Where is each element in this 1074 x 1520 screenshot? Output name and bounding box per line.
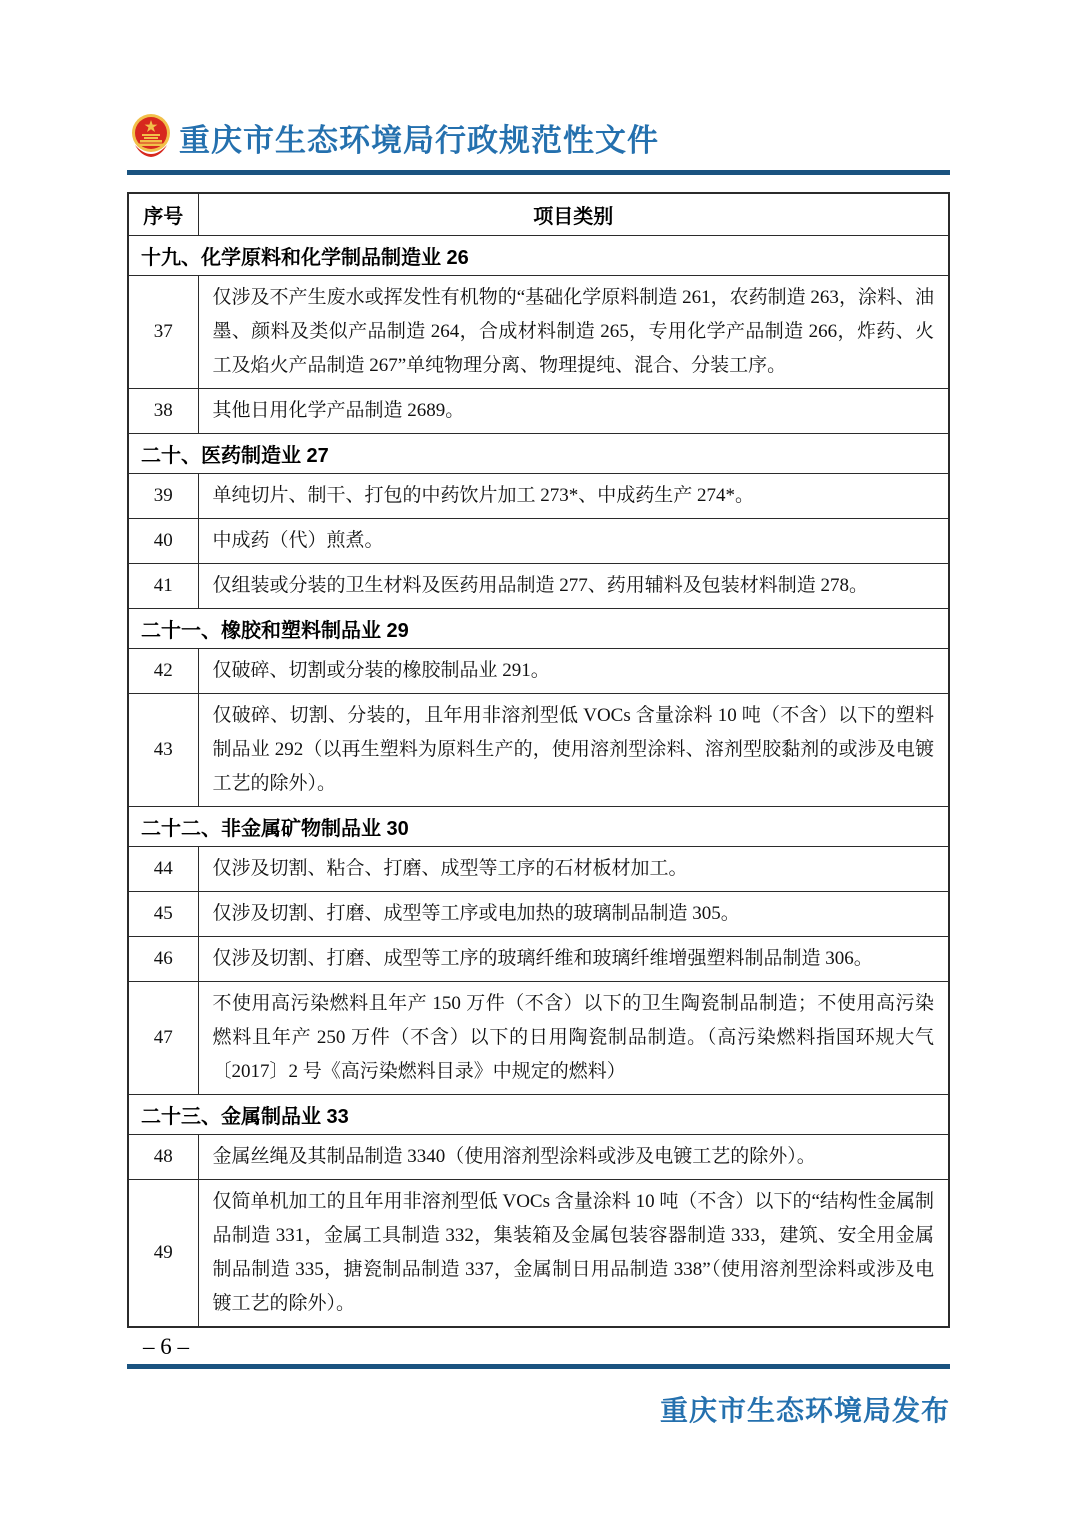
row-category-text: 中成药（代）煎煮。 — [198, 519, 949, 564]
section-row — [128, 1095, 949, 1135]
table-row — [128, 892, 949, 937]
row-category-text: 仅破碎、切割或分装的橡胶制品业 291。 — [198, 649, 949, 694]
row-category-text: 不使用高污染燃料且年产 150 万件（不含）以下的卫生陶瓷制品制造；不使用高污染燃料且年产 250 万件（不含）以下的日用陶瓷制品制造。（高污染燃料指国环规大气〔2017〕2 号《高污染燃料目录》中规定的燃料） — [198, 982, 949, 1095]
table-row — [128, 474, 949, 519]
table-row — [128, 276, 949, 389]
table-row — [128, 982, 949, 1095]
row-number: 38 — [128, 389, 198, 434]
row-number: 44 — [128, 847, 198, 892]
row-number: 49 — [128, 1180, 198, 1328]
row-category-text: 仅涉及切割、粘合、打磨、成型等工序的石材板材加工。 — [198, 847, 949, 892]
row-number: 37 — [128, 276, 198, 389]
section-row — [128, 807, 949, 847]
table-row — [128, 519, 949, 564]
row-category-text: 仅涉及切割、打磨、成型等工序或电加热的玻璃制品制造 305。 — [198, 892, 949, 937]
table-header-row — [128, 193, 949, 236]
project-category-table — [127, 192, 950, 1328]
row-number: 47 — [128, 982, 198, 1095]
column-header-number: 序号 — [128, 193, 198, 236]
row-category-text: 仅简单机加工的且年用非溶剂型低 VOCs 含量涂料 10 吨（不含）以下的“结构性金属制品制造 331，金属工具制造 332，集装箱及金属包装容器制造 333，建筑、安全用金属制品制造 335，搪瓷制品制造 337，金属制日用品制造 338”（使用溶剂型涂料或涉及电镀工艺的除外）。 — [198, 1180, 949, 1328]
table-row — [128, 847, 949, 892]
china-national-emblem-icon — [127, 112, 175, 162]
table-row — [128, 389, 949, 434]
section-title: 十九、化学原料和化学制品制造业 26 — [128, 236, 949, 276]
row-category-text: 其他日用化学产品制造 2689。 — [198, 389, 949, 434]
table-row — [128, 1180, 949, 1328]
table-row — [128, 564, 949, 609]
document-header — [127, 112, 950, 162]
table-row — [128, 1135, 949, 1180]
table-row — [128, 649, 949, 694]
row-number: 48 — [128, 1135, 198, 1180]
section-title: 二十、医药制造业 27 — [128, 434, 949, 474]
row-category-text: 仅涉及不产生废水或挥发性有机物的“基础化学原料制造 261，农药制造 263，涂料、油墨、颜料及类似产品制造 264，合成材料制造 265，专用化学产品制造 266，炸药、火工及焰火产品制造 267”单纯物理分离、物理提纯、混合、分装工序。 — [198, 276, 949, 389]
row-category-text: 单纯切片、制干、打包的中药饮片加工 273*、中成药生产 274*。 — [198, 474, 949, 519]
section-title: 二十三、金属制品业 33 — [128, 1095, 949, 1135]
row-number: 46 — [128, 937, 198, 982]
footer-divider-line — [127, 1364, 950, 1369]
section-row — [128, 236, 949, 276]
section-title: 二十二、非金属矿物制品业 30 — [128, 807, 949, 847]
row-number: 40 — [128, 519, 198, 564]
table-row — [128, 694, 949, 807]
row-category-text: 仅涉及切割、打磨、成型等工序的玻璃纤维和玻璃纤维增强塑料制品制造 306。 — [198, 937, 949, 982]
section-row — [128, 434, 949, 474]
header-divider-line — [127, 170, 950, 175]
row-category-text: 仅破碎、切割、分装的，且年用非溶剂型低 VOCs 含量涂料 10 吨（不含）以下的塑料制品业 292（以再生塑料为原料生产的，使用溶剂型涂料、溶剂型胶黏剂的或涉及电镀工艺的除外）。 — [198, 694, 949, 807]
column-header-category: 项目类别 — [198, 193, 949, 236]
table-row — [128, 937, 949, 982]
row-category-text: 仅组装或分装的卫生材料及医药用品制造 277、药用辅料及包装材料制造 278。 — [198, 564, 949, 609]
section-row — [128, 609, 949, 649]
page-number: – 6 – — [143, 1334, 189, 1359]
section-title: 二十一、橡胶和塑料制品业 29 — [128, 609, 949, 649]
row-category-text: 金属丝绳及其制品制造 3340（使用溶剂型涂料或涉及电镀工艺的除外）。 — [198, 1135, 949, 1180]
row-number: 42 — [128, 649, 198, 694]
row-number: 43 — [128, 694, 198, 807]
row-number: 41 — [128, 564, 198, 609]
project-table-body — [128, 236, 949, 1328]
publisher-line: 重庆市生态环境局发布 — [659, 1395, 950, 1426]
page-title: 重庆市生态环境局行政规范性文件 — [179, 122, 659, 158]
row-number: 39 — [128, 474, 198, 519]
row-number: 45 — [128, 892, 198, 937]
